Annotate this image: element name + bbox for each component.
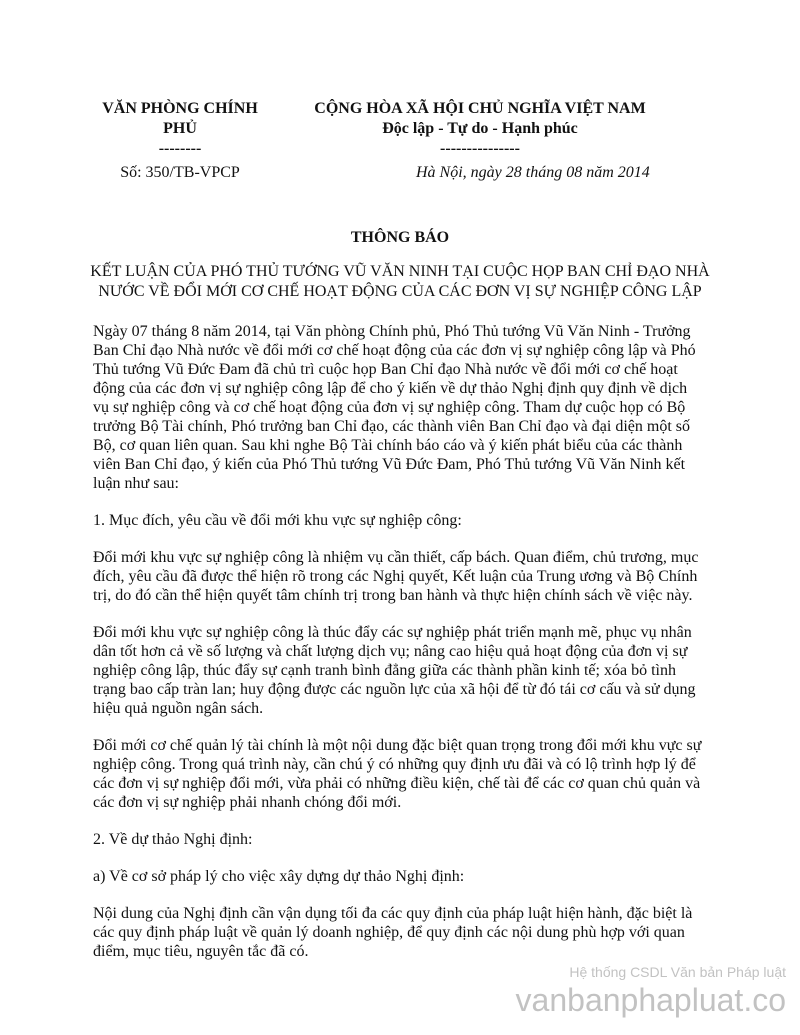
paragraph-intro: Ngày 07 tháng 8 năm 2014, tại Văn phòng Chính phủ, Phó Thủ tướng Vũ Văn Ninh - Trưởng Ban Chỉ đạo Nhà nước về đổi mới cơ chế hoạt động của các đơn vị sự nghiệp công lập và Phó Thủ tướng Vũ Đức Đam đã chủ trì cuộc họp Ban Chỉ đạo Nhà nước về đổi mới cơ chế hoạt động của các đơn vị sự nghiệp công lập để cho ý kiến về dự thảo Nghị định quy định về dịch vụ sự nghiệp công và cơ chế hoạt động của đơn vị sự nghiệp công. Tham dự cuộc họp có Bộ trưởng Bộ Tài chính, Phó trưởng ban Chỉ đạo, các thành viên Ban Chỉ đạo và đại diện một số Bộ, cơ quan liên quan. Sau khi nghe Bộ Tài chính báo cáo và ý kiến phát biểu của các thành viên Ban Chỉ đạo, ý kiến của Phó Thủ tướng Vũ Đức Đam, Phó Thủ tướng Vũ Văn Ninh kết luận như sau: bbox=[93, 323, 696, 492]
issuing-agency bbox=[100, 99, 260, 159]
document-subject: KẾT LUẬN CỦA PHÓ THỦ TƯỚNG VŨ VĂN NINH TẠI CUỘC HỌP BAN CHỈ ĐẠO NHÀ NƯỚC VỀ ĐỔI MỚI CƠ CHẾ HOẠT ĐỘNG CỦA CÁC ĐƠN VỊ SỰ NGHIỆP CÔNG LẬP bbox=[90, 263, 710, 300]
motto-divider: --------------- bbox=[440, 140, 520, 157]
national-title bbox=[280, 99, 680, 159]
agency-name-line2: PHỦ bbox=[163, 120, 197, 137]
paragraph: Đổi mới khu vực sự nghiệp công là thúc đẩy các sự nghiệp phát triển mạnh mẽ, phục vụ nhân dân tốt hơn cả về số lượng và chất lượng dịch vụ; nâng cao hiệu quả hoạt động của đơn vị sự nghiệp công lập, thúc đẩy sự cạnh tranh bình đẳng giữa các thành phần kinh tế; xóa bỏ tình trạng bao cấp tràn lan; huy động được các nguồn lực của xã hội để từ đó tái cơ cấu và sử dụng hiệu quả nguồn ngân sách. bbox=[93, 624, 696, 717]
document-title: THÔNG BÁO bbox=[350, 229, 450, 246]
agency-divider: -------- bbox=[158, 140, 202, 157]
paragraph: Nội dung của Nghị định cần vận dụng tối đa các quy định của pháp luật hiện hành, đặc biệt là các quy định pháp luật về quản lý doanh nghiệp, để quy định các nội dung phù hợp với quan điểm, mục tiêu, nguyên tắc đã có. bbox=[93, 905, 693, 960]
watermark-line1: Hệ thống CSDL Văn bản Pháp luật bbox=[569, 964, 786, 980]
paragraph: Đổi mới cơ chế quản lý tài chính là một nội dung đặc biệt quan trọng trong đổi mới khu vực sự nghiệp công. Trong quá trình này, cần chú ý có những quy định ưu đãi và có lộ trình hợp lý để các đơn vị sự nghiệp đổi mới, vừa phải có những điều kiện, chế tài để các cơ quan chủ quản và các đơn vị sự nghiệp phải nhanh chóng đổi mới. bbox=[93, 737, 702, 811]
place-date: Hà Nội, ngày 28 tháng 08 năm 2014 bbox=[416, 164, 650, 181]
document-body bbox=[93, 322, 705, 979]
motto: Độc lập - Tự do - Hạnh phúc bbox=[382, 120, 578, 137]
nation-name: CỘNG HÒA XÃ HỘI CHỦ NGHĨA VIỆT NAM bbox=[314, 100, 646, 117]
watermark bbox=[516, 963, 786, 1019]
subsection-heading-a: a) Về cơ sở pháp lý cho việc xây dựng dự thảo Nghị định: bbox=[93, 868, 465, 885]
agency-name-line1: VĂN PHÒNG CHÍNH bbox=[102, 100, 258, 117]
section-heading-1: 1. Mục đích, yêu cầu về đổi mới khu vực sự nghiệp công: bbox=[93, 512, 462, 529]
paragraph: Đổi mới khu vực sự nghiệp công là nhiệm vụ cần thiết, cấp bách. Quan điểm, chủ trương, mục đích, yêu cầu đã được thể hiện rõ trong các Nghị quyết, Kết luận của Trung ương và Bộ Chính trị, do đó cần thể hiện quyết tâm chính trị trong ban hành và thực hiện chính sách về việc này. bbox=[93, 549, 699, 604]
watermark-line2: vanbanphapluat.co bbox=[515, 982, 786, 1018]
document-number: Số: 350/TB-VPCP bbox=[120, 164, 240, 181]
section-heading-2: 2. Về dự thảo Nghị định: bbox=[93, 831, 253, 848]
